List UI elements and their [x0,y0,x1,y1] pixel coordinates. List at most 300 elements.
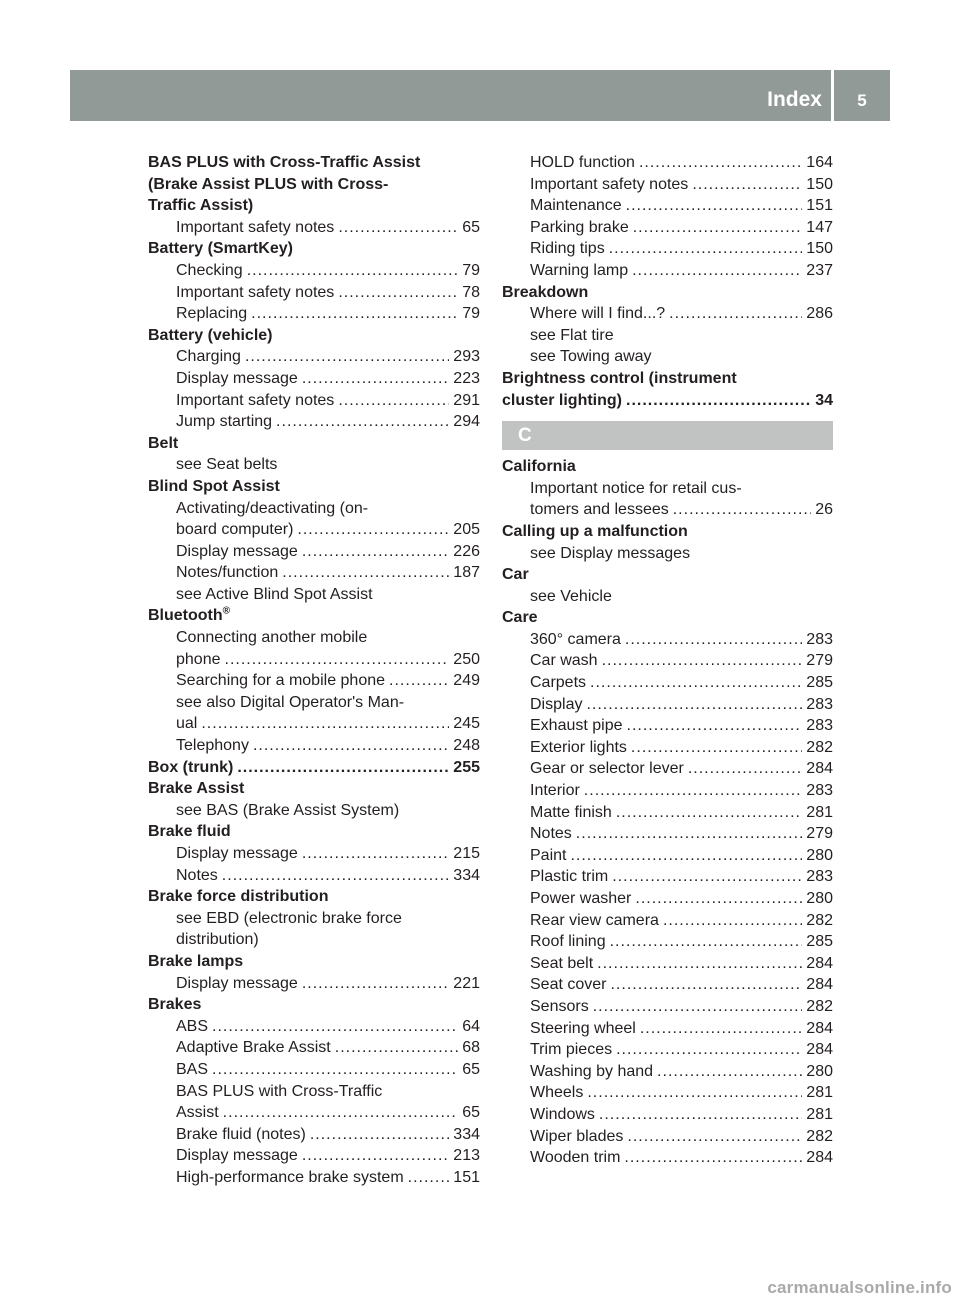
index-entry-heading [502,564,833,586]
index-entry-label: BAS [176,1060,209,1078]
dot-leader [570,845,802,867]
index-entry-label: board computer) [176,521,294,539]
index-entry-label: Important notice for retail cus- [530,479,742,497]
page-reference: 255 [453,758,480,776]
index-subentry [502,758,833,780]
index-entry-text [530,802,612,824]
index-entry-text [530,953,593,975]
page-reference: 205 [453,521,480,539]
header-page-number: 5 [857,91,867,110]
index-entry-heading [502,521,833,543]
index-subentry [502,823,833,845]
dot-leader [627,715,803,737]
index-entry-label: Rear view camera [530,911,659,929]
index-subentry [148,800,480,822]
index-entry-label: HOLD function [530,154,635,171]
page-reference: 284 [806,954,833,972]
index-entry-heading [148,605,480,627]
index-entry-heading [148,951,480,973]
index-entry-label: Assist [176,1104,219,1122]
index-entry-text [148,238,293,260]
index-entry-label: Notes [176,866,218,884]
dot-leader [587,1082,802,1104]
dot-leader [639,152,802,174]
dot-leader [247,260,459,282]
index-entry-text [176,908,402,930]
index-entry-text [148,821,231,843]
index-entry-label: Roof lining [530,933,606,951]
page-reference: 285 [806,933,833,951]
page-reference: 26 [815,501,833,519]
page-reference: 150 [806,240,833,258]
index-subentry [148,1102,480,1124]
dot-leader [389,670,449,692]
index-entry-label: Display message [176,845,298,862]
index-entry-text [530,1039,612,1061]
index-subentry [148,1037,480,1059]
index-entry-label: Plastic trim [530,868,609,886]
index-entry-label: Wooden trim [530,1149,621,1167]
index-entry-heading [148,433,480,455]
index-entry-text [530,866,608,888]
index-entry-text [530,1104,595,1126]
index-entry-text [176,1167,404,1189]
index-subentry [502,586,833,608]
index-entry-text [176,1037,331,1059]
index-entry-text [530,974,606,996]
index-entry-text [176,973,298,995]
dot-leader [276,411,449,433]
index-entry-label: tomers and lessees [530,501,669,519]
index-entry-label: see EBD (electronic brake force [176,909,402,927]
index-entry-label: Traffic Assist) [148,197,254,215]
index-entry-label: Checking [176,261,243,279]
page-reference: 215 [453,845,480,862]
dot-leader [616,802,802,824]
index-entry-text [530,346,652,368]
index-entry-text [176,692,404,714]
dot-leader [302,843,449,865]
index-entry-text [176,519,293,541]
page-reference: 282 [806,738,833,756]
index-entry-heading [148,821,480,843]
dot-leader [673,499,811,521]
header-title: Index [767,88,822,111]
index-entry-text [176,1145,298,1167]
page-reference: 68 [462,1039,480,1057]
page-reference: 65 [462,1060,480,1078]
dot-leader [576,823,803,845]
index-entry-label: Important safety notes [176,391,335,409]
index-entry-text [176,670,385,692]
page-reference: 281 [806,803,833,821]
index-entry-heading [148,174,480,196]
dot-leader [602,650,803,672]
index-entry-text [176,454,277,476]
index-entry-text [530,499,669,521]
dot-leader [225,649,450,671]
index-entry-label: Steering wheel [530,1019,636,1037]
index-entry-text [176,390,334,412]
index-entry-text [530,174,688,196]
page-reference: 283 [806,630,833,648]
index-entry-label: Sensors [530,997,589,1015]
index-subentry [148,649,480,671]
index-subentry [502,1104,833,1126]
page-reference: 79 [462,305,480,323]
index-subentry [148,692,480,714]
index-entry-heading [148,238,480,260]
index-entry-text [502,368,737,390]
dot-leader [245,346,449,368]
page-reference: 283 [806,868,833,886]
index-entry-text [530,780,580,802]
index-entry-label: Windows [530,1105,595,1123]
index-entry-text [502,564,529,586]
index-entry-text [148,778,244,800]
dot-leader [302,368,449,390]
index-entry-text [176,368,298,390]
index-entry-label: Paint [530,846,567,864]
index-entry-text [530,888,631,910]
index-entry-text [530,758,684,780]
page-reference: 249 [453,672,480,690]
index-entry-text [530,260,628,282]
index-entry-heading [502,282,833,304]
index-entry-text [148,605,230,627]
index-entry-label: Charging [176,348,241,366]
page-reference: 250 [453,650,480,668]
index-entry-text [530,1126,623,1148]
index-entry-text [176,1059,208,1081]
index-entry-label: Trim pieces [530,1041,613,1059]
index-entry-label: Display message [176,369,298,387]
index-subentry [502,195,833,217]
index-subentry [148,627,480,649]
dot-leader [616,1039,802,1061]
index-subentry [148,843,480,865]
index-entry-label: Where will I find...? [530,305,666,323]
index-subentry [502,217,833,239]
index-entry-text [530,1018,636,1040]
page-reference: 221 [453,974,480,992]
index-entry-heading [148,325,480,347]
index-entry-text [176,1016,208,1038]
index-entry-label: Power washer [530,890,632,907]
index-entry-text [530,303,665,325]
dot-leader [610,931,803,953]
dot-leader [584,780,803,802]
index-subentry [148,282,480,304]
index-entry-label: see Flat tire [530,326,614,344]
index-subentry [148,303,480,325]
index-entry-label: Wheels [530,1084,584,1102]
index-entry-label: see BAS (Brake Assist System) [176,801,400,819]
index-subentry [148,498,480,520]
dot-leader [212,1016,458,1038]
index-entry-text [176,1102,219,1124]
page-reference: 187 [453,564,480,582]
index-subentry [502,1082,833,1104]
index-subentry [148,713,480,735]
index-entry-text [176,411,272,433]
index-entry-text [176,843,298,865]
index-entry-label: Riding tips [530,240,605,258]
dot-leader [612,866,802,888]
page-reference: 65 [462,218,480,236]
index-subentry [502,866,833,888]
index-entry-label: Brightness control (instrument [502,369,737,387]
dot-leader [253,735,449,757]
index-subentry [148,1145,480,1167]
dot-leader [625,629,802,651]
page-reference: 237 [806,261,833,279]
dot-leader [310,1124,449,1146]
index-entry-label: Brake force distribution [148,888,329,906]
index-entry-label: see Active Blind Spot Assist [176,585,373,603]
page-reference: 150 [806,175,833,193]
index-entry-label: Battery (SmartKey) [148,240,293,258]
index-entry-text [148,476,280,498]
index-entry-text [530,931,606,953]
index-subentry [502,1147,833,1169]
index-subentry [148,1124,480,1146]
index-entry-label: Warning lamp [530,261,629,279]
index-entry-text [176,282,334,304]
index-subentry [502,325,833,347]
index-entry-label: Important safety notes [530,175,689,193]
dot-leader [201,713,449,735]
index-entry-label: Exhaust pipe [530,717,623,735]
page-reference: 291 [453,391,480,409]
index-entry-text [530,823,572,845]
index-subentry [502,543,833,565]
index-subentry [148,670,480,692]
dot-leader [632,260,802,282]
index-entry-text [176,649,221,671]
page-reference: 282 [806,911,833,929]
index-subentry [502,260,833,282]
index-entry-label: Brake lamps [148,952,244,970]
index-subentry [502,694,833,716]
dot-leader [590,672,802,694]
index-entry-text [176,346,241,368]
index-entry-text [148,951,243,973]
index-entry-label: Carpets [530,674,587,692]
index-entry-text [530,325,614,347]
page-reference: 284 [806,976,833,994]
index-entry-label: Car [502,566,529,584]
index-entry-heading [502,390,833,412]
dot-leader [297,519,449,541]
index-column-right [502,152,833,1169]
dot-leader [302,973,449,995]
index-entry-label: Exterior lights [530,738,627,756]
index-entry-label: Calling up a malfunction [502,522,688,540]
index-subentry [148,1016,480,1038]
index-entry-text [176,1124,306,1146]
dot-leader [593,996,803,1018]
index-entry-label: Box (trunk) [148,758,234,776]
index-subentry [148,865,480,887]
index-subentry [502,910,833,932]
dot-leader [212,1059,458,1081]
index-subentry [502,780,833,802]
index-entry-text [530,694,582,716]
index-subentry [148,217,480,239]
dot-leader [222,865,450,887]
dot-leader [624,1147,802,1169]
dot-leader [657,1061,802,1083]
index-entry-label: Brakes [148,996,202,1014]
dot-leader [338,217,458,239]
page-reference: 151 [806,197,833,215]
index-entry-label: ual [176,715,198,733]
index-entry-label: (Brake Assist PLUS with Cross- [148,175,389,193]
dot-leader [635,888,802,910]
index-subentry [148,908,480,930]
page-reference: 283 [806,717,833,735]
page-reference: 281 [806,1084,833,1102]
index-entry-label: see Vehicle [530,587,612,605]
index-entry-label: Car wash [530,652,598,670]
index-subentry [148,519,480,541]
dot-leader [633,217,803,239]
index-subentry [502,888,833,910]
dot-leader [586,694,802,716]
index-entry-label: 360° camera [530,630,621,648]
index-entry-label: Activating/deactivating (on- [176,499,369,517]
dot-leader [223,1102,459,1124]
page-reference: 284 [806,760,833,778]
dot-leader [688,758,802,780]
index-entry-label: Brake fluid [148,823,231,841]
dot-leader [663,910,802,932]
page-reference: 280 [806,890,833,907]
page-reference: 285 [806,674,833,692]
section-letter-header: C [502,421,833,450]
index-entry-heading [148,195,480,217]
index-entry-heading [502,456,833,478]
index-subentry [502,650,833,672]
index-subentry [148,411,480,433]
page-reference: 280 [806,1062,833,1080]
page-reference: 284 [806,1149,833,1167]
index-entry-label: Interior [530,782,580,800]
page-reference: 223 [453,369,480,387]
page-reference: 65 [462,1104,480,1122]
index-subentry [502,629,833,651]
index-entry-text [502,456,576,478]
index-entry-label: Washing by hand [530,1062,654,1080]
index-subentry [502,152,833,174]
index-entry-label: Seat cover [530,976,607,994]
index-entry-heading [148,757,480,779]
index-entry-heading [148,994,480,1016]
page-reference: 78 [462,283,480,301]
dot-leader [640,1018,802,1040]
index-subentry [148,1081,480,1103]
index-entry-text [502,282,588,304]
index-entry-label: Brake Assist [148,780,245,798]
index-entry-text [530,996,589,1018]
page-reference: 282 [806,997,833,1015]
registered-mark: ® [222,606,231,618]
index-subentry [148,346,480,368]
dot-leader [338,282,458,304]
index-entry-heading [148,476,480,498]
index-subentry [148,260,480,282]
index-entry-text [530,543,690,565]
index-subentry [502,1039,833,1061]
dot-leader [302,541,449,563]
index-subentry [148,584,480,606]
index-entry-label: Adaptive Brake Assist [176,1039,331,1057]
page-reference: 283 [806,782,833,800]
index-entry-text [530,586,612,608]
page-reference: 284 [806,1041,833,1059]
index-entry-text [176,303,247,325]
page-reference: 245 [453,715,480,733]
index-entry-text [530,910,659,932]
page-reference: 284 [806,1019,833,1037]
index-subentry [502,974,833,996]
index-entry-label: Display [530,695,583,713]
page-reference: 248 [453,737,480,755]
dot-leader [408,1167,450,1189]
index-entry-label: Display message [176,542,298,560]
index-entry-label: Connecting another mobile [176,629,368,647]
index-entry-text [530,195,622,217]
index-entry-text [148,195,253,217]
index-subentry [502,931,833,953]
index-entry-label: see also Digital Operator's Man- [176,693,405,711]
page-reference: 79 [462,261,480,279]
index-entry-text [530,629,621,651]
watermark: carmanualsonline.info [767,1278,952,1297]
index-subentry [502,672,833,694]
index-entry-label: BAS PLUS with Cross-Traffic Assist [148,154,421,171]
page-reference: 294 [453,413,480,431]
page-reference: 280 [806,846,833,864]
index-entry-text [176,541,298,563]
index-entry-text [148,757,233,779]
index-entry-text [176,260,243,282]
index-entry-label: Gear or selector lever [530,760,684,778]
index-subentry [502,996,833,1018]
index-subentry [148,541,480,563]
dot-leader [597,953,802,975]
index-subentry [502,174,833,196]
index-subentry [502,802,833,824]
index-entry-text [502,521,688,543]
index-entry-label: see Display messages [530,544,691,562]
index-entry-label: phone [176,650,221,668]
index-subentry [502,715,833,737]
index-entry-label: Battery (vehicle) [148,326,273,344]
index-subentry [148,1059,480,1081]
index-entry-text [176,865,218,887]
index-entry-label: Display message [176,1147,298,1165]
index-subentry [148,390,480,412]
index-entry-text [176,800,399,822]
index-entry-label: Belt [148,434,179,452]
index-entry-label: Notes/function [176,564,279,582]
index-subentry [502,499,833,521]
dot-leader [626,390,811,412]
index-entry-label: Seat belt [530,954,594,972]
page-reference: 334 [453,866,480,884]
